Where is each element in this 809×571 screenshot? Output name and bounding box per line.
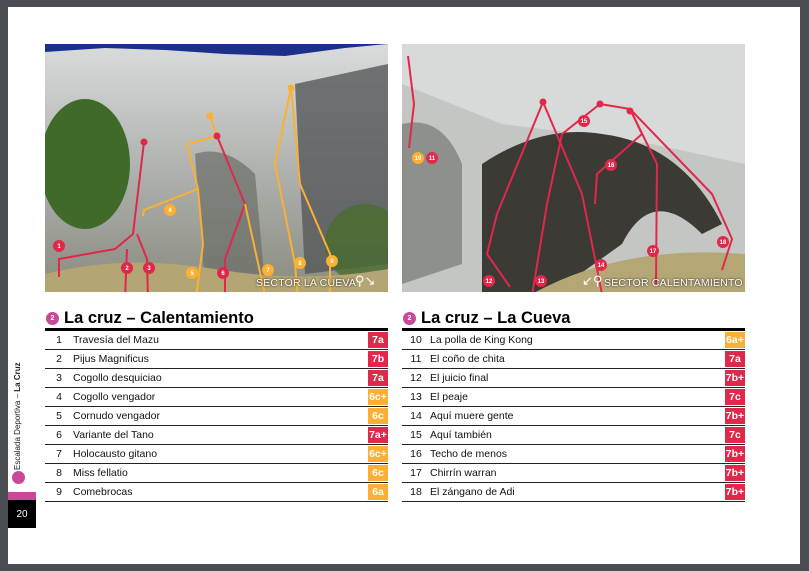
route-row xyxy=(45,483,388,502)
svg-text:14: 14 xyxy=(597,263,605,269)
route-row xyxy=(45,464,388,483)
route-grade-badge: 7b+ xyxy=(725,486,745,498)
route-row xyxy=(45,426,388,445)
route-name: Holocausto gitano xyxy=(73,448,158,460)
crag-photo-la-cueva xyxy=(402,44,745,292)
route-grade-badge: 6a xyxy=(368,484,388,500)
svg-text:13: 13 xyxy=(537,279,545,285)
photo-caption-sector-calentamiento: SECTOR CALENTAMIENTO xyxy=(604,277,743,289)
svg-text:17: 17 xyxy=(649,249,657,255)
route-row xyxy=(402,426,745,445)
route-row xyxy=(45,369,388,388)
route-number: 14 xyxy=(410,410,422,422)
route-number: 17 xyxy=(410,467,422,479)
route-name: El coño de chita xyxy=(430,353,505,365)
route-grade-badge: 6a+ xyxy=(726,334,744,346)
route-number: 18 xyxy=(410,486,422,498)
svg-text:9: 9 xyxy=(330,259,334,265)
route-grade-badge: 7a+ xyxy=(369,429,387,441)
svg-text:3: 3 xyxy=(147,266,151,272)
route-number: 16 xyxy=(410,448,422,460)
route-number: 13 xyxy=(410,391,422,403)
svg-text:15: 15 xyxy=(580,119,588,125)
route-number: 15 xyxy=(410,429,422,441)
page-number: 20 xyxy=(8,500,36,528)
sector-number-badge: 2 xyxy=(46,312,59,325)
svg-text:1: 1 xyxy=(57,244,61,250)
route-grade-badge: 7b+ xyxy=(725,467,745,479)
route-name: Aquí también xyxy=(430,429,492,441)
route-number: 6 xyxy=(56,429,62,441)
route-name: Techo de menos xyxy=(430,448,508,460)
svg-text:11: 11 xyxy=(428,156,436,162)
section-header xyxy=(402,308,745,331)
route-name: Cogollo vengador xyxy=(73,391,156,403)
route-grade-badge: 6c xyxy=(368,465,388,481)
route-grade-badge: 6c xyxy=(368,408,388,424)
route-name: Aquí muere gente xyxy=(430,410,514,422)
route-grade-badge: 7c xyxy=(725,427,745,443)
route-row xyxy=(402,388,745,407)
route-row xyxy=(45,445,388,464)
route-row xyxy=(402,350,745,369)
route-row xyxy=(45,388,388,407)
route-grade-badge: 7a xyxy=(368,370,388,386)
route-row xyxy=(402,464,745,483)
route-number: 2 xyxy=(56,353,62,365)
route-row xyxy=(45,407,388,426)
section-header xyxy=(45,308,388,331)
route-number: 8 xyxy=(56,467,62,479)
route-row xyxy=(402,369,745,388)
svg-text:18: 18 xyxy=(719,240,727,246)
section-title: La cruz – Calentamiento xyxy=(64,308,254,327)
route-name: Miss fellatio xyxy=(73,467,128,479)
running-header xyxy=(13,362,22,470)
page-tab-accent xyxy=(8,492,36,500)
route-number: 10 xyxy=(410,334,422,346)
route-grade-badge: 6c+ xyxy=(369,448,387,460)
svg-text:12: 12 xyxy=(485,279,493,285)
route-row xyxy=(402,407,745,426)
route-number: 9 xyxy=(56,486,62,498)
route-number: 3 xyxy=(56,372,62,384)
route-name: Variante del Tano xyxy=(73,429,154,441)
svg-text:6: 6 xyxy=(221,271,225,277)
svg-text:2: 2 xyxy=(125,266,129,272)
route-name: Cogollo desquiciao xyxy=(73,372,162,384)
route-name: Travesía del Mazu xyxy=(73,334,159,346)
svg-text:8: 8 xyxy=(298,261,302,267)
route-number: 11 xyxy=(410,353,422,365)
route-row xyxy=(402,483,745,502)
route-grade-badge: 6c+ xyxy=(369,391,387,403)
sector-number-badge: 2 xyxy=(403,312,416,325)
route-grade-badge: 7a xyxy=(725,351,745,367)
route-name: Comebrocas xyxy=(73,486,133,498)
route-row xyxy=(45,331,388,350)
svg-text:16: 16 xyxy=(607,163,615,169)
route-row xyxy=(402,445,745,464)
route-number: 4 xyxy=(56,391,62,403)
route-name: El juicio final xyxy=(430,372,489,384)
crag-photo-calentamiento xyxy=(45,44,388,292)
route-table-la-cueva xyxy=(402,308,745,502)
route-grade-badge: 7c xyxy=(725,389,745,405)
route-name: Pijus Magnificus xyxy=(73,353,149,365)
route-name: El zángano de Adi xyxy=(430,486,515,498)
svg-text:10: 10 xyxy=(414,156,422,162)
route-number: 1 xyxy=(56,334,62,346)
svg-text:5: 5 xyxy=(190,271,194,277)
route-number: 5 xyxy=(56,410,62,422)
route-row xyxy=(402,331,745,350)
svg-text:4: 4 xyxy=(168,208,172,214)
running-header-crag: La Cruz xyxy=(13,362,22,392)
route-number: 12 xyxy=(410,372,422,384)
magnifier-arrow-icon[interactable]: ↙⚲ xyxy=(582,273,603,288)
magnifier-arrow-icon[interactable]: ⚲↘ xyxy=(355,273,376,288)
svg-text:7: 7 xyxy=(266,268,270,274)
photo-caption-sector-la-cueva: SECTOR LA CUEVA xyxy=(256,277,357,289)
route-name: Chirrín warran xyxy=(430,467,497,479)
route-row xyxy=(45,350,388,369)
route-grade-badge: 7b+ xyxy=(725,448,745,460)
route-grade-badge: 7b xyxy=(368,351,388,367)
route-name: La polla de King Kong xyxy=(430,334,533,346)
route-grade-badge: 7b+ xyxy=(725,410,745,422)
route-name: Cornudo vengador xyxy=(73,410,160,422)
running-header-book: Escalada Deportiva – xyxy=(13,391,22,470)
route-number: 7 xyxy=(56,448,62,460)
route-grade-badge: 7b+ xyxy=(725,372,745,384)
route-table-calentamiento xyxy=(45,308,388,502)
climber-logo-icon xyxy=(12,471,25,484)
section-title: La cruz – La Cueva xyxy=(421,308,571,327)
route-grade-badge: 7a xyxy=(368,332,388,348)
route-name: El peaje xyxy=(430,391,468,403)
